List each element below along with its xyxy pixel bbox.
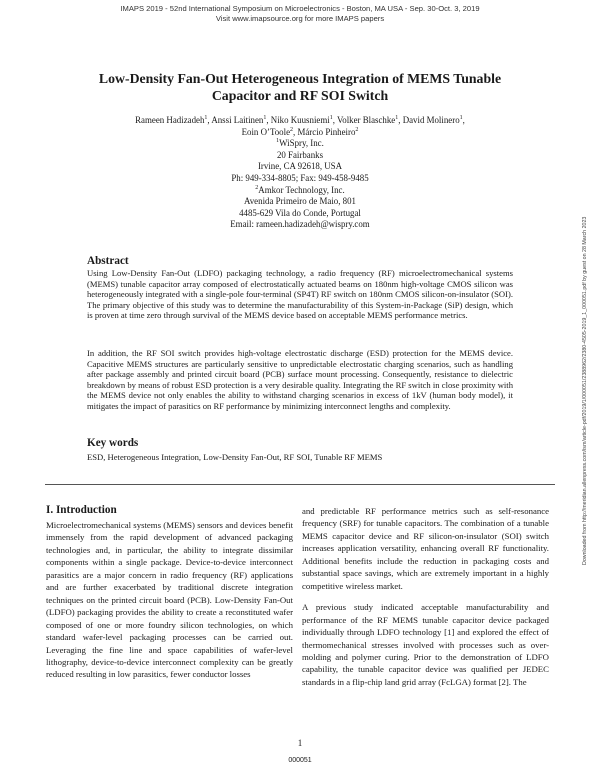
author-name: , Volker Blaschke xyxy=(332,115,396,125)
author-name: , Márcio Pinheiro xyxy=(293,126,356,137)
affiliation-marker: 1 xyxy=(329,115,333,122)
page-code: 000051 xyxy=(288,757,312,764)
affiliation-marker: 1 xyxy=(276,138,280,145)
title-line-2: Capacitor and RF SOI Switch xyxy=(211,88,389,103)
intro-paragraph: A previous study indicated acceptable manufacturability and performance of the RF MEMS tunable capacitor device packaged individually through LDFO technology [1] and explored the effect of thermomechanical stresses involved with processes such as over-molding and polymer curing. Prior to the demonstration of LDFO capability, the tunable capacitor device was qualified per JEDEC standards in a flip-chip land grid array (FcLGA) format [2]. The xyxy=(302,602,549,687)
abstract-paragraph-1: Using Low-Density Fan-Out (LDFO) packaging technology, a radio frequency (RF) microelectromechanical systems (MEMS) tunable capacitor array composed of electrostatically actuated beams on 180nm high-voltage CMOS silicon was heterogeneously integrated with a single-pole four-terminal (SP4T) RF switch on 180nm CMOS silicon-on-insulator (SOI). The primary objective of this study was to determine the manufacturability of this System-in-Package (SiP) design, which is proven at time zero through survival of the MEMS device based on acceptable MEMS performance metrics. xyxy=(87,268,513,321)
page-number: 1 xyxy=(297,738,303,748)
org-name: Amkor Technology, Inc. xyxy=(258,184,345,195)
intro-column-left xyxy=(46,519,293,681)
affiliation-marker: 1 xyxy=(395,115,399,122)
author-name: , David Molinero xyxy=(398,115,460,125)
author-name: , Niko Kuusniemi xyxy=(266,115,330,125)
affiliation-marker: 1 xyxy=(263,115,267,122)
visit-link-line[interactable]: Visit www.imapsource.org for more IMAPS papers xyxy=(215,14,385,23)
affiliation-marker: 2 xyxy=(255,184,259,191)
title-line-1: Low-Density Fan-Out Heterogeneous Integration of MEMS Tunable xyxy=(98,71,502,86)
contact-email[interactable]: Email: rameen.hadizadeh@wispry.com xyxy=(230,219,370,230)
intro-column-right xyxy=(302,505,549,688)
intro-paragraph: and predictable RF performance metrics such as self-resonance frequency (SRF) for tunable capacitors. The combination of a tunable MEMS capacitor device and RF silicon-on-insulator (SOI) switch increases application versatility, enhancing overall RF functionality. Additional benefits include the reduction in packaging costs and substantial space savings, which are extremely important in a highly competitive wireless market. xyxy=(302,506,549,591)
affiliation-2-street: Avenida Primeiro de Maio, 801 xyxy=(244,196,356,207)
conference-header: IMAPS 2019 - 52nd International Symposium on Microelectronics - Boston, MA USA - Sep. 30-Oct. 3, 2019 xyxy=(120,4,480,13)
author-name: Rameen Hadizadeh xyxy=(135,115,205,125)
affiliation-marker: 1 xyxy=(204,115,208,122)
affiliation-1-city: Irvine, CA 92618, USA xyxy=(257,161,343,172)
affiliation-2-org xyxy=(40,185,560,197)
affiliation-marker: 2 xyxy=(355,126,359,133)
org-name: WiSpry, Inc. xyxy=(279,138,324,149)
author-line-1 xyxy=(40,115,560,127)
affiliation-2-city: 4485-629 Vila do Conde, Portugal xyxy=(239,207,361,218)
introduction-heading: I. Introduction xyxy=(46,504,117,516)
intro-paragraph: Microelectromechanical systems (MEMS) sensors and devices benefit immensely from the rapid development of advanced packaging technologies and, in particular, the ability to integrate dissimilar components within a single package. Device-to-device interconnect parasitics are a major concern in radio frequency (RF) applications and are further exacerbated by traditional discrete integration techniques on the printed circuit board (PCB). Low-Density Fan-Out (LDFO) packaging provides the ability to create a reconstituted wafer composed of one or more foundry silicon technologies, on which standard wafer-level packaging processes can be carried out. Leveraging the fine line and space capabilities of wafer-level lithography, device-to-device interconnect complexity can be greatly reduced resulting in low parasitics, fewer conductor losses xyxy=(46,520,293,680)
keywords-heading: Key words xyxy=(87,437,139,449)
affiliation-1-street: 20 Fairbanks xyxy=(276,149,324,160)
section-divider xyxy=(45,484,555,485)
author-separator: , xyxy=(462,115,465,125)
affiliation-1-phone: Ph: 949-334-8805; Fax: 949-458-9485 xyxy=(231,172,369,183)
paper-title xyxy=(60,70,540,104)
author-name: , Anssi Laitinen xyxy=(207,115,264,125)
author-line-2 xyxy=(40,127,560,139)
affiliation-marker: 1 xyxy=(459,115,463,122)
keywords-text: ESD, Heterogeneous Integration, Low-Density Fan-Out, RF SOI, Tunable RF MEMS xyxy=(87,452,383,462)
abstract-paragraph-2: In addition, the RF SOI switch provides high-voltage electrostatic discharge (ESD) protection for the MEMS device. Capacitive MEMS structures are particularly sensitive to unpredictable electrostatic charging scenarios, such as handling after package assembly and printed circuit board (PCB) surface mount processing. Consequently, resistance to dielectric breakdown by means of robust ESD protection is a very desirable quality. Integrating the RF switch in close proximity with the MEMS device not only enables the ability to withstand charging scenarios in excess of 1kV (human body model), it mitigates the impact of parasitics on RF performance by minimizing interconnect lengths and complexity. xyxy=(87,348,513,411)
download-watermark: Downloaded from http://meridian.allenpress.com/ism/article-pdf/2019/1/000051/2388962/2380-4505-2019_1_000051.pdf by guest on 28 March 2023 xyxy=(582,216,588,565)
affiliation-1-org xyxy=(40,138,560,150)
affiliation-marker: 2 xyxy=(290,126,294,133)
abstract-heading: Abstract xyxy=(87,255,129,267)
author-name: Eoin O’Toole xyxy=(241,126,291,137)
author-block xyxy=(40,115,560,231)
